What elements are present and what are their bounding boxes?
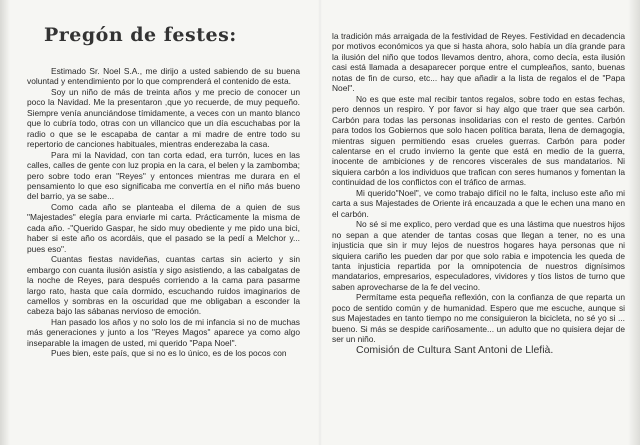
paragraph: Estimado Sr. Noel S.A., me dirijo a usted sabiendo de su buena voluntad y entendimiento por lo que comprenderá el contenido de esta. xyxy=(27,66,300,87)
page-fold xyxy=(318,0,322,445)
paragraph: Pues bien, este país, que si no es lo único, es de los pocos con xyxy=(51,348,287,359)
paragraph: Permítame esta pequeña reflexión, con la confianza de que reparta un poco de sentido común y de humanidad. Espero que me escuche, aunque si sus Majestades en tanto tiempo no me consiguieron la bicicleta, no sé yo si ... bueno. Si más se despide cariñosamente... un adulto que no quisiera dejar de ser un niño. xyxy=(332,292,625,345)
paragraph: Soy un niño de más de treinta años y me precio de conocer un poco la Navidad. Me la presentaron ,que yo recuerde, de muy pequeño. Siempre venía anunciándose tímidamente, a veces con un manto blanco que lo cubría todo, otras con un villancico que un día escuchabas por la radio o que se le escapaba de cantar a mi madre de entre todo su repertorio de canciones habituales, mientras enderezaba la casa. xyxy=(27,86,300,150)
scan-edge-right xyxy=(628,0,640,445)
signature: Comisión de Cultura Sant Antoni de Llefià. xyxy=(356,343,554,356)
scan-edge-left xyxy=(0,0,10,445)
paragraph: Mi querido"Noel", ve como trabajo difícil no le falta, incluso este año mi carta a sus Majestades de Oriente irá encauzada a que le echen una mano en el carbón. xyxy=(332,187,625,219)
left-column xyxy=(27,66,300,359)
paragraph: Cuantas fiestas navideñas, cuantas cartas sin acierto y sin embargo con cuanta ilusión asistía y sigo asistiendo, a las cabalgatas de la noche de Reyes, para después corriendo a la cama para pasarme largo rato, hasta que caía dormido, escuchando ruidos imaginarios de camellos y sombras en la oscuridad que me obligaban a esconder la cabeza bajo las sábanas nervioso de emoción. xyxy=(27,254,300,317)
paragraph: No sé si me explico, pero verdad que es una lástima que nuestros hijos no sepan a que atender de tantas cosas que llegan a tener, no es una injusticia que sin ir muy lejos de nuestros hogares haya personas que ni siquiera cariño les pueden dar por que solo rabia e impotencia les queda de tanta injusticia repartida por la omnipotencia de nuestros dignísimos mandatarios, empresarios, especuladores, vividores y tíos listos de turno que saben aprovecharse de la fe del vecino. xyxy=(332,219,625,292)
right-column xyxy=(332,31,625,355)
paragraph: Como cada año se planteaba el dilema de a quien de sus "Majestades" elegía para enviarle mi carta. Prácticamente la misma de cada año. -"Querido Gaspar, he sido muy obediente y me pido una bici, haber si este año os acordáis, que el pasado se la pedí a Melchor y... pues eso". xyxy=(27,201,300,254)
paragraph: No es que este mal recibir tantos regalos, sobre todo en estas fechas, pero dennos un respiro. Y por favor si hay algo que traer que sea carbón. Carbón para todas las personas insolidarias con el resto de gentes. Carbón para todos los Gobiernos que solo hacen política barata, llena de demagogia, mientras siguen permitiendo esas crueles guerras. Carbón para poder calentarse en el crudo invierno la gente que está en medio de la guerra, inocente de ambiciones y de rencores viscerales de sus mandatarios. Ni siquiera carbón a los individuos que trafican con seres humanos y fomentan la continuidad de los conflictos con el tráfico de armas. xyxy=(332,93,625,188)
paragraph: Para mi la Navidad, con tan corta edad, era turrón, luces en las calles, calles de gente con luz propia en la cara, el belen y la zambomba; pero sobre todo eran "Reyes" y entonces mientras me durara en el pensamiento lo que eso significaba me convertía en el niño más bueno del barrio, ya se sabe... xyxy=(27,149,300,202)
paragraph: la tradición más arraigada de la festividad de Reyes. Festividad en decadencia por motivos económicos ya que si hasta ahora, solo había un día grande para la ilusión del niño que todos llevamos dentro, ahora, como decía, esta ilusión casi está llamada a desaparecer porque entre el cumpleaños, santo, buenas notas de fin de curso, etc... hay que añadir a la lista de regalos el de "Papa Noel". xyxy=(332,31,625,94)
paragraph: Han pasado los años y no solo los de mi infancia si no de muchas más generaciones y junto a los "Reyes Magos" aparece ya como algo inseparable la imagen de usted, mi querido "Papa Noel". xyxy=(27,316,300,348)
page-title: Pregón de festes: xyxy=(44,24,237,46)
